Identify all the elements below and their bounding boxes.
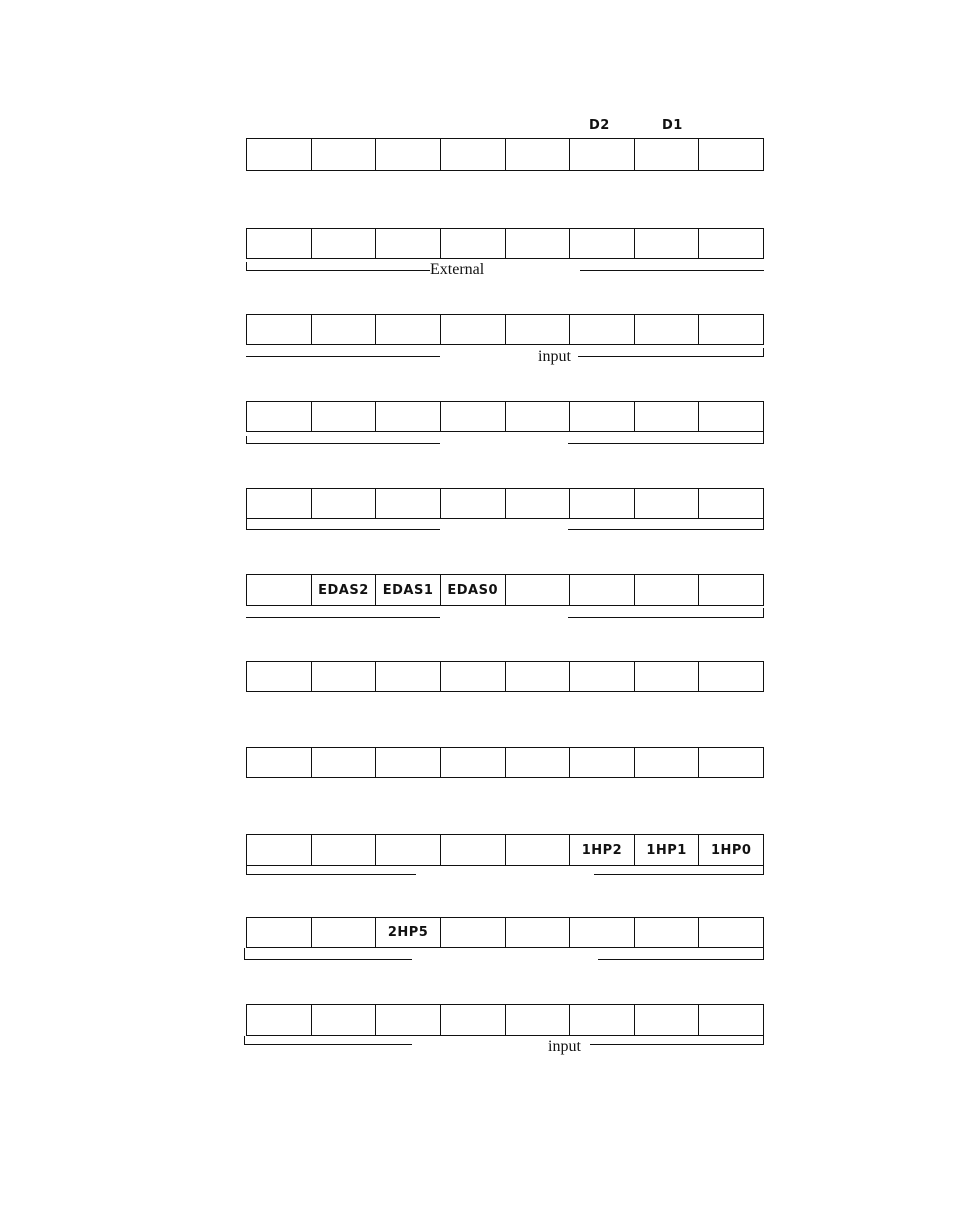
register-row (246, 1004, 764, 1036)
bit-cell (311, 229, 376, 258)
input-label: input (548, 1038, 581, 1055)
bit-cell (311, 662, 376, 691)
bracket-line (246, 356, 440, 357)
bit-cell (569, 1005, 634, 1035)
register-row (246, 661, 764, 692)
bit-cell (247, 662, 311, 691)
bit-cell (247, 315, 311, 344)
bracket-line (568, 529, 764, 530)
bit-cell (247, 748, 311, 777)
bit-cell (311, 315, 376, 344)
input-label: input (538, 348, 571, 365)
bit-cell (634, 748, 699, 777)
bit-cell (247, 918, 311, 947)
bit-cell (505, 575, 570, 605)
register-row (246, 917, 764, 948)
bit-cell (634, 575, 699, 605)
bit-cell (698, 229, 763, 258)
bit-cell (440, 315, 505, 344)
bracket-line (594, 874, 764, 875)
bit-cell (247, 229, 311, 258)
bit-cell-1hp1: 1HP1 (634, 835, 699, 865)
bit-cell (634, 1005, 699, 1035)
bit-cell (634, 139, 699, 170)
register-row (246, 138, 764, 171)
bracket-line (598, 959, 764, 960)
bit-cell (247, 575, 311, 605)
bit-cell (505, 835, 570, 865)
bit-cell (505, 489, 570, 518)
bit-cell (569, 489, 634, 518)
bit-cell (247, 402, 311, 431)
register-row (246, 747, 764, 778)
bit-cell (375, 229, 440, 258)
bit-cell (569, 575, 634, 605)
bracket-tick (763, 948, 764, 959)
external-label: External (430, 261, 485, 278)
bit-header-d2: D2 (589, 118, 610, 133)
bracket-line (568, 443, 764, 444)
bit-cell (505, 139, 570, 170)
bit-cell (311, 835, 376, 865)
bit-cell (698, 139, 763, 170)
bit-cell (505, 315, 570, 344)
bit-cell (311, 748, 376, 777)
bit-cell (440, 748, 505, 777)
bit-cell-1hp0: 1HP0 (698, 835, 763, 865)
bit-header-d1: D1 (662, 118, 683, 133)
bit-cell (375, 1005, 440, 1035)
bit-cell (634, 918, 699, 947)
bit-cell (569, 748, 634, 777)
bit-cell-edas2: EDAS2 (311, 575, 376, 605)
register-row (246, 488, 764, 519)
bit-cell (375, 748, 440, 777)
bit-cell-edas1: EDAS1 (375, 575, 440, 605)
bit-cell (375, 662, 440, 691)
bit-cell (698, 575, 763, 605)
bit-cell (440, 1005, 505, 1035)
bit-cell (311, 489, 376, 518)
bit-cell (569, 402, 634, 431)
bit-cell (375, 139, 440, 170)
bracket-line (568, 617, 764, 618)
bit-cell (311, 402, 376, 431)
bit-cell (505, 1005, 570, 1035)
bit-cell (569, 662, 634, 691)
bit-cell (634, 229, 699, 258)
bracket-line (246, 529, 440, 530)
bit-cell-1hp2: 1HP2 (569, 835, 634, 865)
bit-cell (311, 1005, 376, 1035)
bit-cell (698, 748, 763, 777)
bit-cell (698, 918, 763, 947)
register-row (246, 314, 764, 345)
bracket-line (244, 959, 412, 960)
bit-cell (375, 489, 440, 518)
bracket-tick (763, 348, 764, 356)
bracket-line (246, 443, 440, 444)
bit-cell (634, 402, 699, 431)
bracket-tick (763, 1036, 764, 1044)
register-row (246, 834, 764, 866)
bit-cell (375, 402, 440, 431)
bit-cell (505, 662, 570, 691)
bit-cell (247, 1005, 311, 1035)
bit-cell-2hp5: 2HP5 (375, 918, 440, 947)
bracket-tick (763, 866, 764, 874)
bracket-line (578, 356, 764, 357)
bit-cell (569, 918, 634, 947)
bit-cell (505, 748, 570, 777)
bracket-line (580, 270, 764, 271)
bit-cell (440, 835, 505, 865)
bit-cell (698, 402, 763, 431)
bracket-tick (763, 432, 764, 443)
register-row (246, 401, 764, 432)
bit-cell (311, 139, 376, 170)
bit-cell (247, 489, 311, 518)
bit-cell (698, 489, 763, 518)
register-row (246, 574, 764, 606)
bit-cell (569, 229, 634, 258)
bit-cell (698, 315, 763, 344)
bit-cell (569, 139, 634, 170)
bit-cell (440, 229, 505, 258)
bracket-line (246, 874, 416, 875)
bit-cell (698, 1005, 763, 1035)
bit-cell (247, 835, 311, 865)
bit-cell (634, 662, 699, 691)
bit-cell (375, 315, 440, 344)
bit-cell (569, 315, 634, 344)
bit-cell-edas0: EDAS0 (440, 575, 505, 605)
bit-cell (634, 489, 699, 518)
bit-cell (440, 402, 505, 431)
bit-cell (440, 139, 505, 170)
bracket-line (590, 1044, 764, 1045)
bracket-tick (763, 519, 764, 529)
bit-cell (505, 402, 570, 431)
register-row (246, 228, 764, 259)
bracket-tick (763, 608, 764, 617)
bit-cell (505, 918, 570, 947)
bracket-line (246, 617, 440, 618)
bit-cell (247, 139, 311, 170)
bit-cell (440, 918, 505, 947)
bit-cell (440, 489, 505, 518)
bit-cell (311, 918, 376, 947)
bracket-line (246, 270, 430, 271)
bit-cell (505, 229, 570, 258)
bit-cell (698, 662, 763, 691)
bit-cell (375, 835, 440, 865)
bit-cell (634, 315, 699, 344)
bracket-line (244, 1044, 412, 1045)
bit-cell (440, 662, 505, 691)
